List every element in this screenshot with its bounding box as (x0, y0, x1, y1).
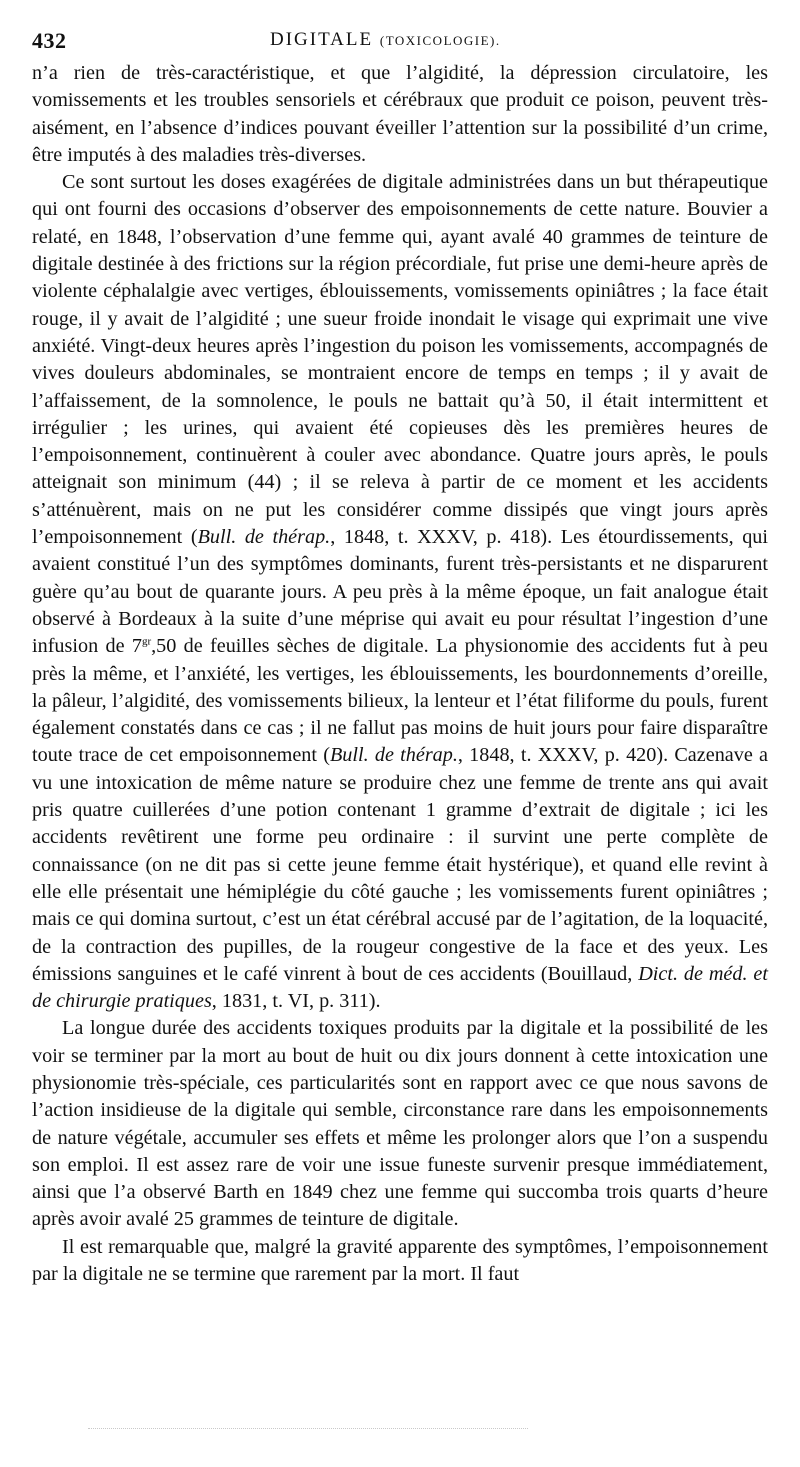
paragraph-text: Il est remarquable que, malgré la gravité apparente des symptômes, l’empoisonnement par la digitale ne se termine que rarement par la mort. Il faut (32, 1235, 768, 1286)
paragraph-text: n’a rien de très-caractéristique, et que l’algidité, la dépression circulatoire, les vomissements et les troubles sensoriels et cérébraux que produit ce poison, peuvent très-aisément, en l’absence d’indices pouvant éveiller l’attention sur la possibilité d’un crime, être imputés à des maladies très-diverses. (32, 62, 768, 166)
body-text (32, 60, 768, 1288)
paragraph-text: , 1848, t. XXXV, p. 418). Les étourdissements, qui avaient constitué l’un des symptômes dominants, furent très-persistants et ne disparurent guère qu’au bout de quarante jours. A peu près à la même époque, un fait analogue était observé à Bordeaux à la suite d’une méprise qui avait eu pour résultat l’ingestion d’une infusion de 7 (32, 526, 768, 658)
paragraph-1 (32, 60, 768, 169)
paragraph-text: Ce sont surtout les doses exagérées de digitale administrées dans un but thérapeutique qui ont fourni des occasions d’observer des empoisonnements de cette nature. Bouvier a relaté, en 1848, l’observation d’une femme qui, ayant avalé 40 grammes de teinture de digitale destinée à des frictions sur la région précordiale, fut prise une demi-heure après de violente céphalalgie avec vertiges, éblouissements, vomissements opiniâtres ; la face était rouge, il y avait de l’algidité ; une sueur froide inondait le visage qui exprimait une vive anxiété. Vingt-deux heures après l’ingestion du poison les vomissements, accompagnés de vives douleurs abdominales, se montraient encore de temps en temps ; il y avait de l’affaissement, de la somnolence, le pouls ne battait qu’à 50, il était intermittent et irrégulier ; les urines, qui avaient été copieuses dès les premières heures de l’empoisonnement, continuèrent à couler avec abondance. Quatre jours après, le pouls atteignait son minimum (44) ; il se releva à partir de ce moment et les accidents s’atténuèrent, mais on ne put les considérer comme dissipés que vingt jours après l’empoisonnement ( (32, 171, 768, 549)
citation-title: Bull. de thérap. (329, 744, 458, 767)
running-title (270, 29, 501, 51)
citation-title: Dict. de méd. et de chirurgie pratiques (32, 962, 768, 1013)
page-number: 432 (32, 28, 67, 53)
paragraph-text: , 1848, t. XXXV, p. 420). Cazenave a vu une intoxication de même nature se produire chez une femme de trente ans qui avait pris quatre cuillerées d’une potion contenant 1 gramme d’extrait de digitale ; ici les accidents revêtirent une forme peu ordinaire : il survint une perte complète de connaissance (on ne dit pas si cette jeune femme était hystérique), et quand elle revint à elle elle présentait une hémiplégie du côté gauche ; les vomissements furent opiniâtres ; mais ce qui domina surtout, c’est un état cérébral accusé par de l’agitation, de la loquacité, de la contraction des pupilles, de la rougeur congestive de la face et des yeux. Les émissions sanguines et le café vinrent à bout de ces accidents (Bouillaud, (32, 744, 768, 985)
running-title-main: DIGITALE (270, 29, 374, 50)
running-title-sub: (TOXICOLOGIE). (379, 33, 501, 48)
unit-superscript: gr (141, 635, 152, 648)
paragraph-text: ,50 de feuilles sèches de digitale. La physionomie des accidents fut à peu près la même, et l’anxiété, les vertiges, les éblouissements, les bourdonnements d’oreille, la pâleur, l’algidité, des vomissements bilieux, la lenteur et l’état filiforme du pouls, furent également constatés dans ce cas ; il ne fallut pas moins de huit jours pour faire disparaître toute trace de cet empoisonnement ( (32, 635, 768, 767)
paragraph-text: La longue durée des accidents toxiques produits par la digitale et la possibilité de les voir se terminer par la mort au bout de huit ou dix jours donnent à cette intoxication une physionomie très-spéciale, ces particularités sont en rapport avec ce que nous savons de l’action insidieuse de la digitale qui semble, circonstance rare dans les empoisonnements de nature végétale, accumuler ses effets et même les prolonger alors que l’on a suspendu son emploi. Il est assez rare de voir une issue funeste survenir presque immédiatement, ainsi que l’a observé Barth en 1849 chez une femme qui succomba trois quarts d’heure après avoir avalé 25 grammes de teinture de digitale. (32, 1017, 768, 1231)
running-header (32, 28, 772, 58)
paragraph-text: , 1831, t. VI, p. 311). (211, 990, 381, 1013)
paragraph-3 (32, 1015, 768, 1233)
citation-title: Bull. de thérap. (197, 526, 331, 549)
paragraph-2 (32, 169, 768, 1015)
paragraph-4 (32, 1234, 768, 1289)
footer-rule (88, 1428, 528, 1430)
